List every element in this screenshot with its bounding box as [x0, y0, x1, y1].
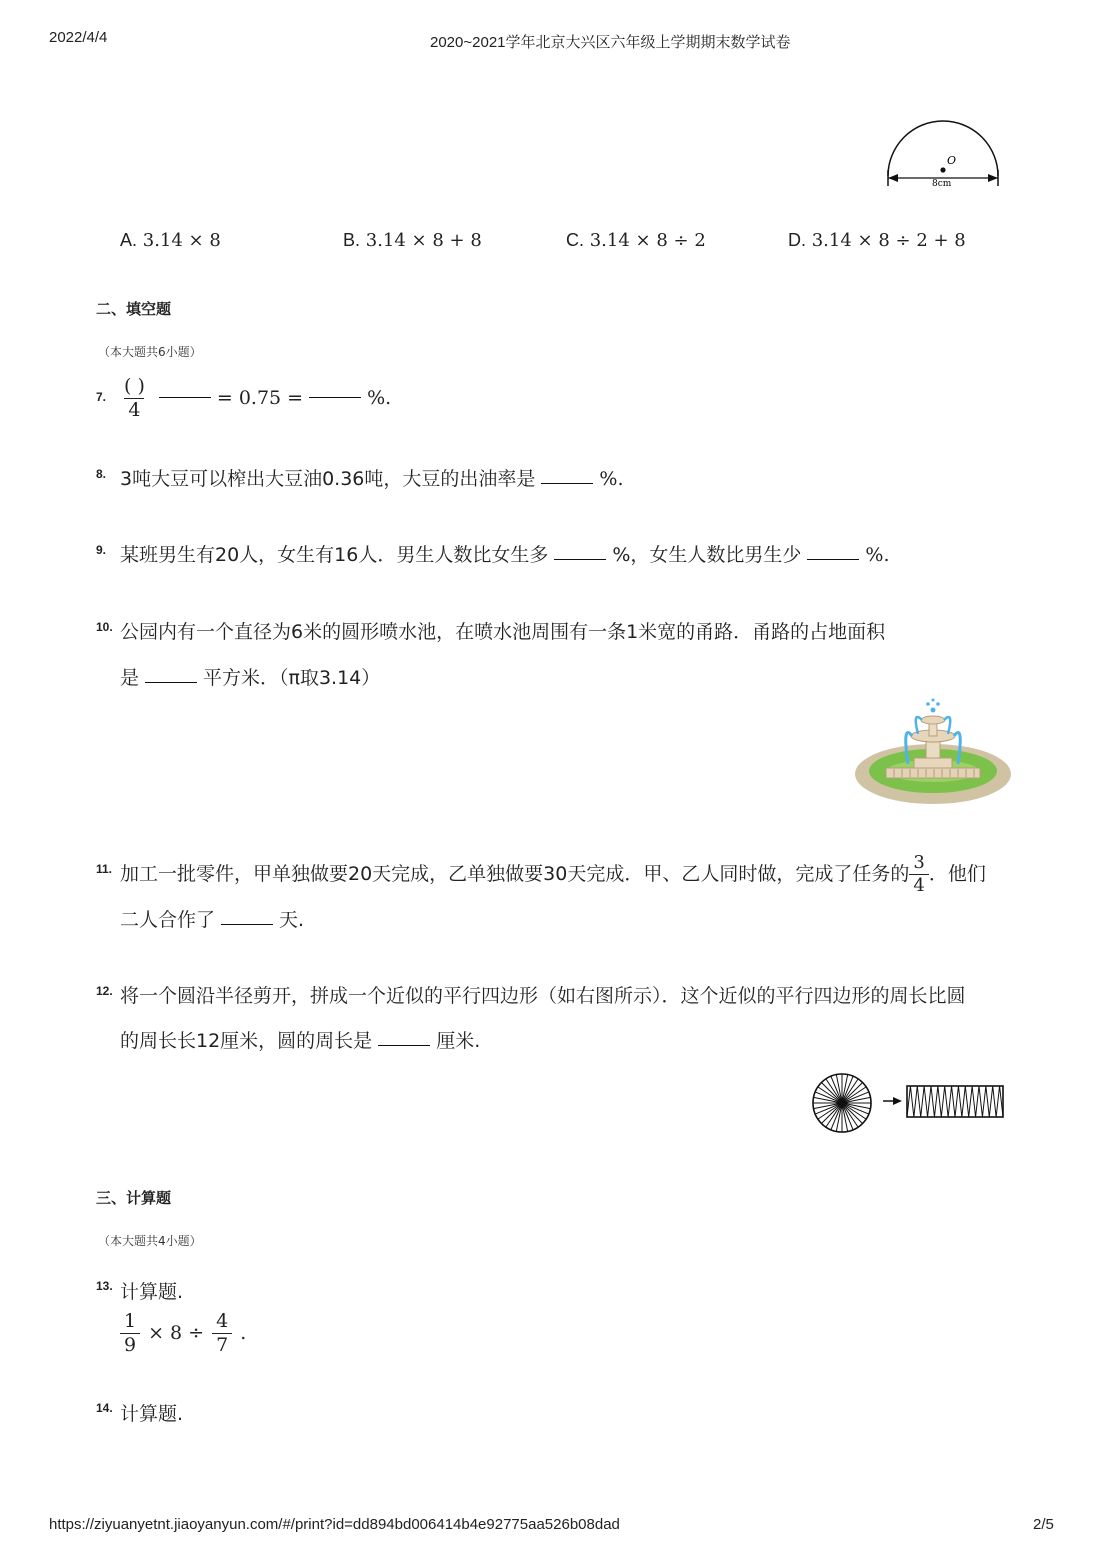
q8-text: 3吨大豆可以榨出大豆油0.36吨，大豆的出油率是	[120, 468, 536, 490]
q13-fraction-1	[120, 1312, 140, 1355]
section-2-note: （本大题共6小题）	[98, 345, 202, 359]
section-3-note: （本大题共4小题）	[98, 1234, 202, 1248]
q11-number: 11.	[96, 862, 113, 876]
q13-fraction-2	[212, 1312, 232, 1355]
circle-to-parallelogram-figure	[808, 1070, 1008, 1136]
q7-number: 7.	[96, 390, 107, 404]
choice-b	[343, 230, 482, 251]
q9-mid: %，女生人数比男生少	[612, 544, 802, 566]
q8-end: %.	[599, 468, 624, 490]
section-2-title: 二、填空题	[96, 300, 172, 318]
q7-equation: = 0.75 =	[216, 387, 304, 409]
q9-body	[120, 546, 890, 565]
q14-text: 计算题.	[120, 1403, 184, 1425]
section-3-title: 三、计算题	[96, 1189, 172, 1207]
q11-line2-start: 二人合作了	[120, 909, 216, 931]
choice-c	[566, 230, 706, 251]
q10-line1: 公园内有一个直径为6米的圆形喷水池，在喷水池周围有一条1米宽的甬路．甬路的占地面积	[120, 621, 886, 643]
q11-fraction	[909, 851, 928, 896]
q10-number: 10.	[96, 620, 113, 634]
diameter-label: 8cm	[932, 179, 952, 189]
choice-d	[788, 230, 966, 251]
choice-a	[120, 230, 221, 251]
answer-blank[interactable]	[378, 1045, 430, 1046]
q7-end: %.	[367, 387, 392, 409]
q13-expression	[120, 1312, 246, 1355]
q13-operator: × 8 ÷	[148, 1322, 205, 1344]
answer-blank[interactable]	[221, 924, 273, 925]
choice-expression: 3.14 × 8 + 8	[365, 230, 482, 251]
q8-number: 8.	[96, 467, 107, 481]
fraction-denominator: 7	[212, 1333, 232, 1355]
q11-line1	[120, 850, 986, 898]
fraction-numerator: ( )	[124, 375, 145, 397]
q9-end: %.	[865, 544, 890, 566]
center-label: O	[947, 154, 957, 167]
choice-letter: A.	[120, 230, 138, 250]
q9-number: 9.	[96, 543, 107, 557]
q13-text: 计算题.	[120, 1281, 184, 1303]
q11-text: 加工一批零件，甲单独做要20天完成，乙单独做要30天完成．甲、乙人同时做，完成了任务的	[120, 862, 910, 885]
answer-blank[interactable]	[807, 559, 859, 560]
q11-line2-end: 天.	[279, 909, 305, 931]
page-number: 2/5	[1033, 1516, 1054, 1533]
choice-expression: 3.14 × 8 ÷ 2	[589, 230, 706, 251]
q10-line2-end: 平方米．（π取3.14）	[203, 667, 381, 689]
q14-number: 14.	[96, 1401, 113, 1415]
q7-body	[120, 377, 391, 420]
q7-fraction	[120, 377, 149, 420]
answer-blank[interactable]	[159, 397, 211, 398]
answer-blank[interactable]	[145, 682, 197, 683]
q11-line2	[120, 911, 304, 930]
q8-body	[120, 470, 624, 489]
q11-line1-end: ．他们	[928, 862, 986, 885]
semicircle-figure	[880, 108, 1010, 193]
choice-expression: 3.14 × 8	[142, 230, 221, 251]
fraction-numerator: 4	[216, 1310, 229, 1332]
choice-letter: D.	[788, 230, 806, 250]
q12-line2-end: 厘米.	[436, 1030, 481, 1052]
sector-zigzag	[907, 1086, 1003, 1117]
answer-blank[interactable]	[541, 483, 593, 484]
q10-line2	[120, 669, 380, 688]
q13-number: 13.	[96, 1279, 113, 1293]
footer-url[interactable]: https://ziyuanyetnt.jiaoyanyun.com/#/print?id=dd894bd006414b4e92775aa526b08dad	[49, 1516, 620, 1533]
q9-text: 某班男生有20人，女生有16人．男生人数比女生多	[120, 544, 549, 566]
fraction-denominator: 4	[124, 398, 144, 420]
fraction-numerator: 3	[913, 851, 925, 873]
q12-number: 12.	[96, 984, 113, 998]
answer-blank[interactable]	[309, 397, 361, 398]
q13-end: .	[240, 1322, 247, 1344]
choice-letter: C.	[566, 230, 584, 250]
q12-line2	[120, 1032, 480, 1051]
answer-blank[interactable]	[554, 559, 606, 560]
choice-letter: B.	[343, 230, 361, 250]
fountain-illustration	[852, 698, 1014, 808]
fraction-denominator: 4	[909, 874, 928, 895]
print-date: 2022/4/4	[49, 29, 108, 46]
document-title: 2020~2021学年北京大兴区六年级上学期期末数学试卷	[430, 34, 791, 51]
choice-expression: 3.14 × 8 ÷ 2 + 8	[811, 230, 966, 251]
fraction-numerator: 1	[124, 1310, 137, 1332]
q12-line2-start: 的周长长12厘米，圆的周长是	[120, 1030, 373, 1052]
fraction-denominator: 9	[120, 1333, 140, 1355]
q10-line2-start: 是	[120, 667, 140, 689]
q12-line1: 将一个圆沿半径剪开，拼成一个近似的平行四边形（如右图所示）．这个近似的平行四边形的周长比圆	[120, 985, 966, 1007]
